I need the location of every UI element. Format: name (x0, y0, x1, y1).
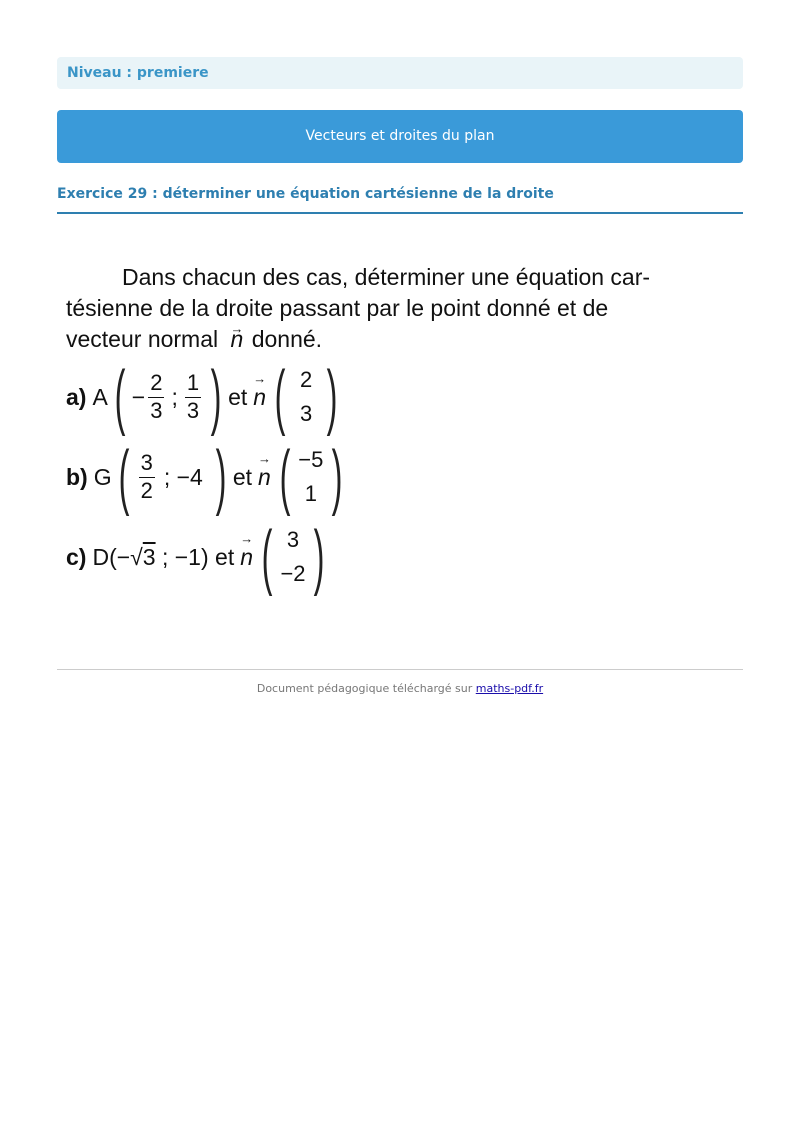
coord-2: −2 (280, 561, 306, 586)
statement-line-1: Dans chacun des cas, déterminer une équation car- (122, 264, 651, 290)
sign: − (131, 383, 146, 410)
vector-coords (297, 443, 325, 511)
exercise-image (66, 262, 706, 597)
question-label: b) (66, 463, 88, 490)
numerator: 2 (148, 370, 164, 397)
normal-vector-symbol: → n (231, 326, 244, 352)
denominator: 2 (140, 477, 153, 503)
vector-coords (279, 523, 307, 591)
footer-divider (57, 669, 743, 670)
statement-line-3-end: donné. (245, 326, 323, 352)
point-name: G (93, 463, 112, 490)
point-rest: ; −1) (155, 543, 216, 570)
x-fraction (139, 450, 155, 504)
question-label: a) (66, 383, 87, 410)
question-b (66, 437, 706, 517)
close-paren: ) (313, 517, 325, 597)
sqrt-value: 3 (142, 543, 156, 570)
chapter-banner: Vecteurs et droites du plan (57, 110, 743, 163)
open-paren: ( (114, 357, 126, 437)
separator: ; (171, 383, 178, 410)
x-fraction (148, 370, 164, 424)
normal-vector-symbol: → n (258, 464, 271, 491)
point-name: A (92, 383, 108, 410)
vector-coords (292, 363, 320, 431)
footer-text: Document pédagogique téléchargé sur (256, 682, 476, 695)
et-word: et (228, 383, 248, 410)
question-label: c) (66, 543, 87, 570)
open-paren: ( (261, 517, 273, 597)
close-paren: ) (326, 357, 338, 437)
denominator: 3 (186, 397, 200, 423)
open-paren: ( (274, 357, 286, 437)
coord-1: −5 (298, 447, 324, 472)
level-label: Niveau : premiere (57, 57, 743, 89)
normal-vector-symbol: → n (253, 384, 266, 411)
numerator: 1 (185, 370, 201, 397)
statement-line-3: vecteur normal (66, 326, 225, 352)
open-paren: ( (118, 437, 129, 517)
footer (0, 682, 800, 695)
close-paren: ) (331, 437, 343, 517)
coord-1: 3 (286, 527, 300, 552)
et-word: et (232, 463, 253, 490)
denominator: 3 (150, 397, 163, 423)
sqrt-symbol: √ (130, 543, 143, 570)
numerator: 3 (139, 450, 155, 477)
question-a (66, 357, 706, 437)
open-paren: ( (279, 437, 291, 517)
point-name: D(− (92, 543, 131, 570)
et-word: et (215, 543, 235, 570)
separator: ; −4 (163, 463, 203, 490)
question-c (66, 517, 706, 597)
statement-line-2: tésienne de la droite passant par le point donné et de (66, 295, 609, 321)
coord-2: 1 (304, 481, 317, 506)
normal-vector-symbol: → n (240, 544, 253, 571)
coord-1: 2 (299, 367, 313, 392)
close-paren: ) (210, 357, 222, 437)
footer-link[interactable]: maths-pdf.fr (475, 682, 544, 695)
exercise-statement (66, 262, 706, 355)
close-paren: ) (215, 437, 227, 517)
y-fraction (185, 370, 201, 424)
exercise-title: Exercice 29 : déterminer une équation cartésienne de la droite (57, 186, 743, 214)
coord-2: 3 (299, 401, 313, 426)
